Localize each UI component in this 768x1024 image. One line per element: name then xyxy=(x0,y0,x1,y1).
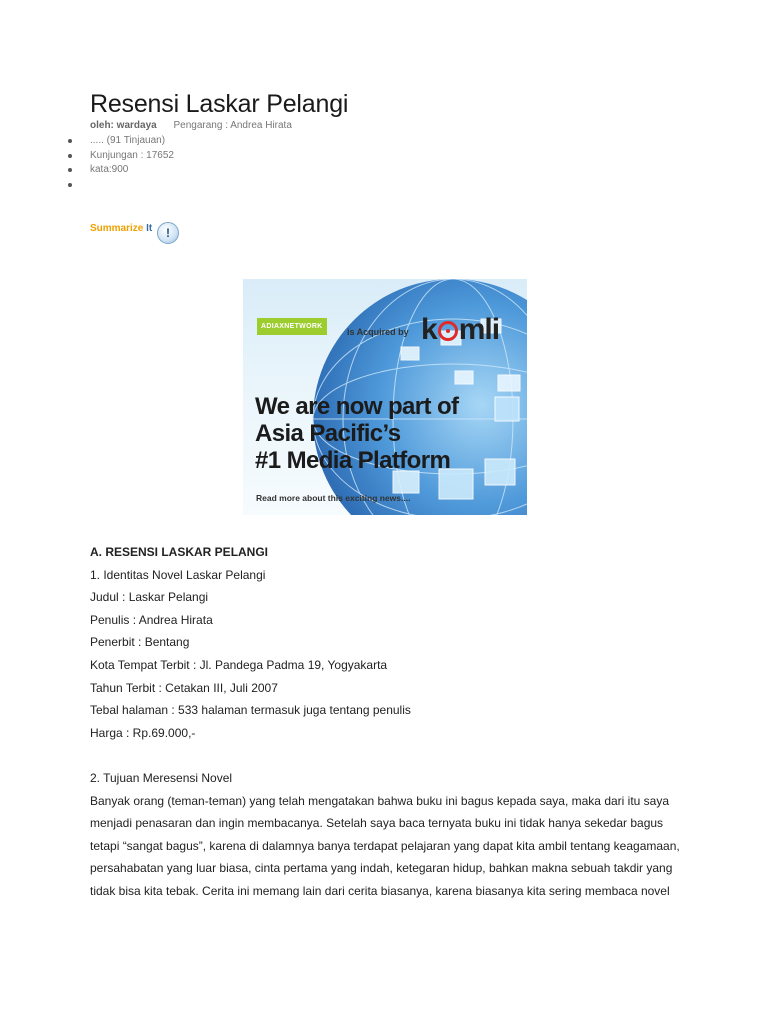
ad-headline: We are now part of Asia Pacific’s #1 Media Platform xyxy=(255,393,459,474)
komli-o-icon xyxy=(438,321,458,341)
byline xyxy=(90,120,292,131)
visits-item: Kunjungan : 17652 xyxy=(90,149,174,164)
adiax-logo: ADIAXNETWORK xyxy=(257,318,327,335)
section2-title: 2. Tujuan Meresensi Novel xyxy=(90,770,233,785)
exclamation-bubble-icon[interactable]: ! xyxy=(157,222,179,244)
it-label: It xyxy=(146,223,153,234)
paragraph-line: tidak bisa kita tebak. Cerita ini memang lain dari cerita biasanya, karena biasanya kita sering membaca novel xyxy=(90,883,670,898)
identity-line: Harga : Rp.69.000,- xyxy=(90,725,196,740)
identity-line: Penerbit : Bentang xyxy=(90,635,190,650)
identity-line: Penulis : Andrea Hirata xyxy=(90,612,213,627)
article-body xyxy=(90,541,690,903)
brand-row xyxy=(257,312,527,346)
pengarang-label: Pengarang : Andrea Hirata xyxy=(173,120,292,131)
empty-item xyxy=(90,178,174,193)
word-count-item: kata:900 xyxy=(90,163,174,178)
komli-logo: k mli xyxy=(421,313,500,346)
summarize-label: Summarize xyxy=(90,223,144,234)
rating-item[interactable]: ..... (91 Tinjauan) xyxy=(90,134,174,149)
acquired-text: is Acquired by xyxy=(347,327,409,337)
paragraph-line: menjadi penasaran dan ingin membacanya. Setelah saya baca ternyata buku ini tidak hanya sekedar bagus xyxy=(90,816,664,831)
advertisement-banner[interactable] xyxy=(243,279,527,515)
identity-line: Kota Tempat Terbit : Jl. Pandega Padma 19, Yogyakarta xyxy=(90,657,388,672)
meta-list xyxy=(90,134,174,192)
identity-line: Judul : Laskar Pelangi xyxy=(90,590,209,605)
identity-line: Tebal halaman : 533 halaman termasuk juga tentang penulis xyxy=(90,703,411,718)
summarize-it-link[interactable] xyxy=(90,222,179,244)
section-heading: A. RESENSI LASKAR PELANGI xyxy=(90,545,269,559)
paragraph-line: persahabatan yang luar biasa, cinta pertama yang indah, ketegaran hidup, bahkan makna sebuah takdir yang xyxy=(90,861,673,876)
identity-line: Tahun Terbit : Cetakan III, Juli 2007 xyxy=(90,680,278,695)
author-link[interactable]: oleh: wardaya xyxy=(90,120,157,131)
paragraph-line: tetapi “sangat bagus”, karena di dalamnya banya terdapat pelajaran yang dapat kita ambil tentang keagamaan, xyxy=(90,838,680,853)
page-title: Resensi Laskar Pelangi xyxy=(90,90,349,118)
identity-line: 1. Identitas Novel Laskar Pelangi xyxy=(90,567,266,582)
ad-read-more[interactable]: Read more about this exciting news.... xyxy=(256,493,411,503)
paragraph-line: Banyak orang (teman-teman) yang telah mengatakan bahwa buku ini bagus kepada saya, maka dari itu saya xyxy=(90,793,670,808)
